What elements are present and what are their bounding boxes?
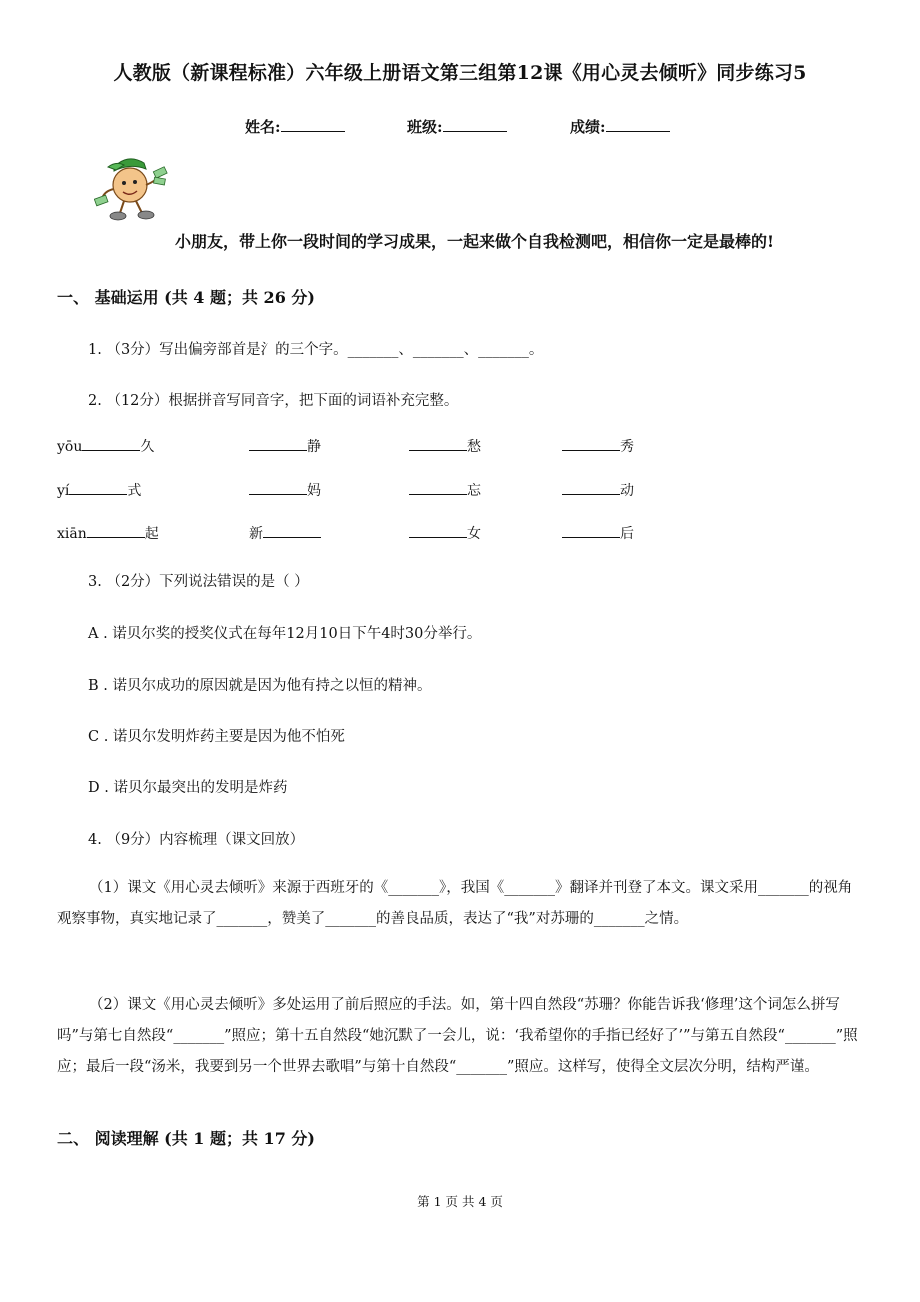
word-char: 忘 (467, 483, 481, 499)
pinyin-row-3 (57, 523, 159, 543)
class-label: 班级: (407, 118, 443, 136)
answer-blank[interactable] (409, 524, 467, 538)
answer-blank[interactable] (69, 481, 127, 495)
word-char: 后 (620, 526, 634, 542)
class-blank[interactable] (443, 117, 507, 132)
question-4-part-2: （2）课文《用心灵去倾听》多处运用了前后照应的手法。如，第十四自然段“苏珊？你能告诉我‘修理’这个词怎么拼写吗”与第七自然段“_______”照应；第十五自然段“她沉默了一会儿，说：‘我希望你的手指已经好了’”与第五自然段“_______”照应；最后一段“汤米，我要到另一个世界去歌唱”与第十自然段“_______”照应。这样写，使得全文层次分明，结构严谨。 (57, 997, 858, 1075)
greeting-text: 小朋友，带上你一段时间的学习成果，一起来做个自我检测吧，相信你一定是最棒的! (175, 232, 775, 251)
mascot-illustration (94, 153, 168, 225)
answer-blank[interactable] (87, 524, 145, 538)
question-1: 1. （3分）写出偏旁部首是氵的三个字。_______、_______、_______。 (88, 342, 544, 358)
pinyin-cell (409, 523, 481, 543)
option-d[interactable]: D . 诺贝尔最突出的发明是炸药 (88, 780, 288, 796)
word-char: 新 (249, 526, 263, 542)
answer-blank[interactable] (409, 481, 467, 495)
question-2: 2. （12分）根据拼音写同音字，把下面的词语补充完整。 (88, 393, 459, 409)
question-4-part-1: （1）课文《用心灵去倾听》来源于西班牙的《_______》，我国《_______》翻译并刊登了本文。课文采用_______的视角观察事物，真实地记录了_______，赞美了_______的善良品质，表达了“我”对苏珊的_______之情。 (57, 880, 853, 927)
word-char: 女 (467, 526, 481, 542)
class-field[interactable] (407, 116, 507, 137)
page-footer: 第 1 页 共 4 页 (417, 1194, 503, 1209)
question-4: 4. （9分）内容梳理（课文回放） (88, 832, 305, 848)
section-1-heading: 一、 基础运用 (共 4 题；共 26 分) (57, 288, 315, 307)
pinyin-cell (249, 436, 321, 456)
word-char: 愁 (467, 439, 481, 455)
pinyin-cell (409, 480, 481, 500)
word-char: 式 (127, 483, 142, 499)
answer-blank[interactable] (562, 437, 620, 451)
pinyin-cell (562, 523, 634, 543)
name-blank[interactable] (281, 117, 345, 132)
pinyin-row-2 (57, 480, 141, 500)
answer-blank[interactable] (562, 481, 620, 495)
word-char: 静 (307, 439, 321, 455)
question-3: 3. （2分）下列说法错误的是（ ） (88, 574, 309, 590)
answer-blank[interactable] (249, 437, 307, 451)
score-blank[interactable] (606, 117, 670, 132)
document-title: 人教版（新课程标准）六年级上册语文第三组第12课《用心灵去倾听》同步练习5 (113, 62, 807, 84)
pinyin-cell (562, 436, 634, 456)
answer-blank[interactable] (82, 437, 140, 451)
answer-blank[interactable] (263, 524, 321, 538)
word-char: 秀 (620, 439, 634, 455)
pinyin-cell (249, 523, 321, 543)
pinyin-label: xiān (57, 526, 87, 542)
pinyin-cell (562, 480, 634, 500)
option-b[interactable]: B . 诺贝尔成功的原因就是因为他有持之以恒的精神。 (88, 678, 432, 694)
option-c[interactable]: C . 诺贝尔发明炸药主要是因为他不怕死 (88, 729, 345, 745)
score-label: 成绩: (570, 118, 606, 136)
name-label: 姓名: (245, 118, 281, 136)
pinyin-label: yōu (57, 439, 83, 455)
pinyin-label: yí (57, 483, 70, 499)
answer-blank[interactable] (249, 481, 307, 495)
pinyin-row-1 (57, 436, 154, 456)
option-a[interactable]: A . 诺贝尔奖的授奖仪式在每年12月10日下午4时30分举行。 (88, 626, 482, 642)
name-field[interactable] (245, 116, 345, 137)
answer-blank[interactable] (562, 524, 620, 538)
score-field[interactable] (570, 116, 670, 137)
section-2-heading: 二、 阅读理解 (共 1 题；共 17 分) (57, 1129, 315, 1148)
pinyin-cell (249, 480, 321, 500)
pinyin-cell (409, 436, 481, 456)
word-char: 妈 (307, 483, 321, 499)
word-char: 久 (140, 439, 155, 455)
word-char: 动 (620, 483, 634, 499)
word-char: 起 (144, 526, 159, 542)
answer-blank[interactable] (409, 437, 467, 451)
